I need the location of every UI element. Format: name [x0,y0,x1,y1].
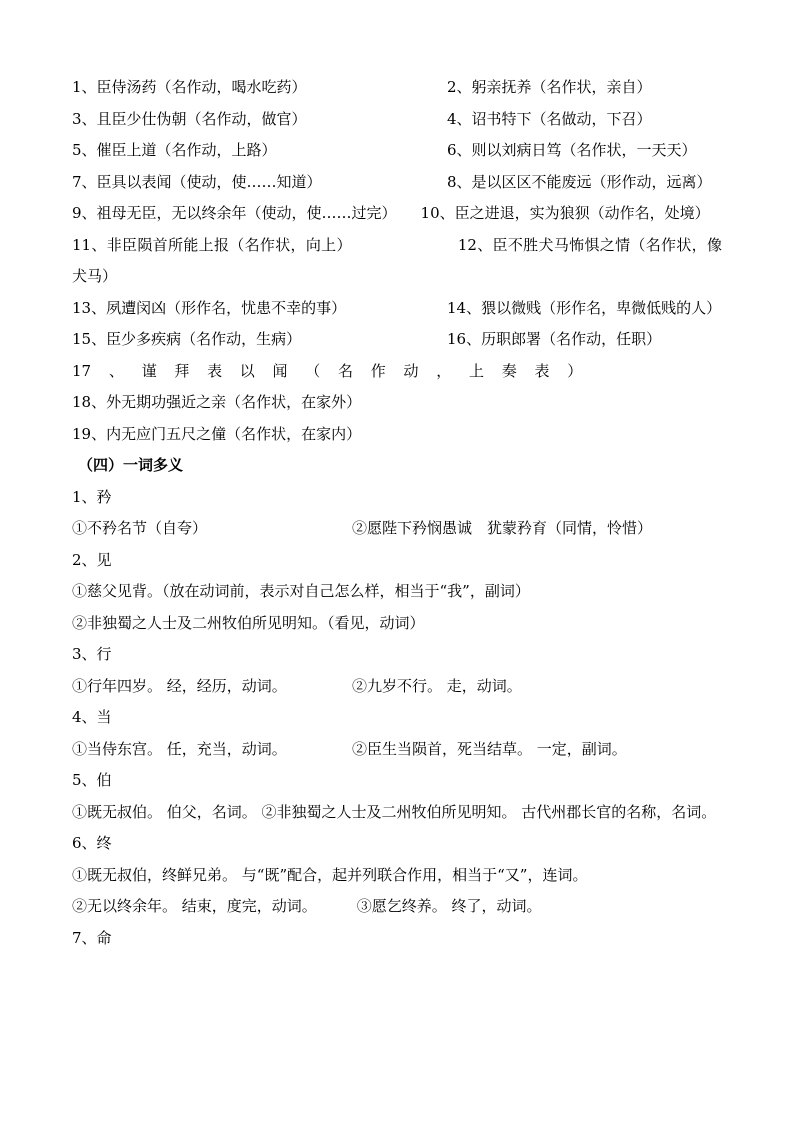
definition: ②臣生当陨首，死当结草。 一定，副词。 [352,739,627,758]
definition: ①当侍东宫。 任，充当，动词。 [72,739,287,758]
definition: ②无以终余年。 结束，度完，动词。 [72,897,317,915]
list-row-wrapped [72,198,722,230]
definition: ①既无叔伯。 伯父，名词。 ②非独蜀之人士及二州牧伯所见明知。 古代州郡长官的名称，名词。 [72,802,717,821]
list-row [72,72,722,104]
definition: ②九岁不行。 走，动词。 [352,676,522,695]
list-item: 18、外无期功强近之亲（名作状，在家外） [72,393,362,411]
list-item: 3、且臣少仕伪朝（名作动，做官） [72,109,307,128]
document-page [72,72,722,954]
list-item: 2、躬亲抚养（名作状，亲自） [447,78,652,96]
list-item: 12、臣不胜犬马怖惧之情（名作状，像犬马） [72,235,723,285]
list-row-wrapped [72,230,722,293]
list-row [72,135,722,167]
definition: ②愿陛下矜悯愚诚 犹蒙矜育（同情，怜惜） [352,519,653,537]
word-title: 4、当 [72,708,112,726]
list-item: 17、谨拜表以闻（名作动，上奏表） [72,361,600,380]
list-item: 1、臣侍汤药（名作动，喝水吃药） [72,78,307,96]
word-title: 5、伯 [72,771,112,789]
word-title: 3、行 [72,645,112,663]
definition: ①不矜名节（自夸） [72,519,208,537]
list-row-wrapped [72,356,722,419]
definition: ②非独蜀之人士及二州牧伯所见明知。（看见，动词） [72,613,425,632]
list-row [72,167,722,199]
word-title: 1、矜 [72,487,112,506]
list-item: 16、历职郎署（名作动，任职） [447,330,662,348]
word-definitions [72,734,722,766]
list-row [72,293,722,325]
word-definitions [72,671,722,703]
definition: ①慈父见背。（放在动词前，表示对自己怎么样，相当于“我”，副词） [72,582,530,600]
list-item: 8、是以区区不能废远（形作动，远离） [447,172,712,191]
definition: ①既无叔伯，终鲜兄弟。 与“既”配合，起并列联合作用，相当于“又”，连词。 [72,865,588,884]
section-heading: （四）一词多义 [78,456,184,474]
list-row [72,324,722,356]
definition: ①行年四岁。 经，经历，动词。 [72,676,287,695]
word-title: 7、命 [72,928,112,947]
list-item: 4、诏书特下（名做动，下召） [447,109,652,128]
list-item: 11、非臣陨首所能上报（名作状，向上） [72,235,352,254]
word-definitions [72,513,722,545]
list-item: 13、夙遭闵凶（形作名，忧患不幸的事） [72,298,347,317]
list-row [72,104,722,136]
list-item: 19、内无应门五尺之僮（名作状，在家内） [72,424,362,443]
definition: ③愿乞终养。 终了，动词。 [356,897,542,915]
word-title: 6、终 [72,834,112,852]
list-item: 5、催臣上道（名作动，上路） [72,141,277,159]
list-item: 7、臣具以表闻（使动，使……知道） [72,172,322,191]
list-item: 6、则以刘病日笃（名作状，一天天） [447,141,697,159]
list-item: 15、臣少多疾病（名作动，生病） [72,330,302,348]
word-title: 2、见 [72,550,112,569]
list-item: 9、祖母无臣，无以终余年（使动，使……过完） [72,204,397,222]
word-definitions [72,891,722,923]
list-item: 10、臣之进退，实为狼狈（动作名，处境） [420,204,710,222]
list-item: 14、猥以微贱（形作名，卑微低贱的人） [447,298,722,317]
